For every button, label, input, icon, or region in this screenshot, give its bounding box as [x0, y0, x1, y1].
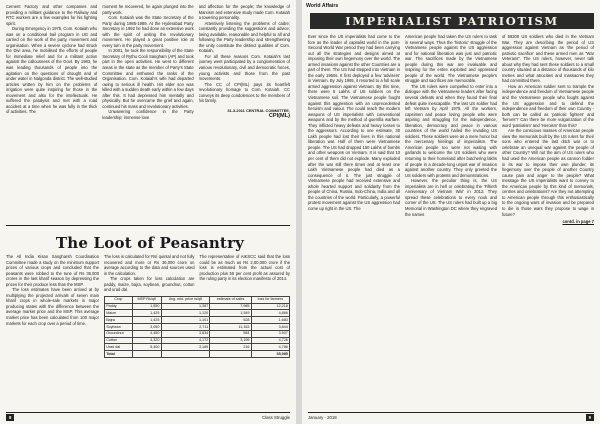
crop-name: Soybean — [105, 323, 133, 330]
paragraph: During Emergency in 1975, Com. Kotaiah who was on a conditional bail program in UG and carried on the work of the party, movement and organisation. When a severe cyclone had struck the Divi area, he mobilised the efforts of people for immediate relief and for a militant action against the callousness of the Govt. By 1983, he was leading thousands of people into the agitation on the questions of drought and of under water in Nalgonda district. The well-studied articles written by him on the problems of irrigation were quite inspiring for those in the movement and also for the intellectuals. He suffered the paralysis and met with a road accident at a time when he was fully in the thick of activities. The — [6, 26, 98, 115]
table-header-row — [105, 296, 290, 303]
obituary-col-1 — [6, 4, 97, 222]
section-tag: World Affairs — [306, 3, 339, 9]
loot-col-3 — [200, 254, 291, 293]
table-cell: 1,683 — [251, 317, 289, 324]
left-page — [0, 0, 296, 424]
loot-col-2 — [104, 254, 195, 293]
paragraph: of 58200 US soldiers who died in the Vietnam War. They are describing the period of US aggression against Vietnam as 'the period of patriotic sacrifice' and these armed men as "War Veterans". The US rulers, however, never talk about why they had sent these soldiers to a small country situated at a distance of thousands of kilo metres and what atrocities and massacres they had committed there. — [502, 34, 594, 84]
table-cell: 1,425 — [132, 317, 161, 324]
paragraph: The loss estimates have been arrived at by multiplying the projected arrivals of seven main kharif crops in whole-sale markets in major producing states with the difference between the average market price and the MSP. This average market price has been calculated from 100 major markets for each crop over a period of time. — [6, 287, 99, 326]
right-page — [302, 0, 600, 424]
table-row — [105, 323, 290, 330]
obituary-columns — [6, 4, 290, 222]
paragraph: The crops taken for loss calculation are paddy, maize, bajra, soybean, groundnut, cotton and urad dal. — [104, 276, 195, 293]
table-cell: 216 — [210, 344, 251, 351]
paragraph: For all these reasons Com. Kotaiah's last journey went participated by a conglomeration of various revolutionary, civil and democratic forces, young activists and those from the past movements. — [198, 53, 290, 82]
paragraph: In 2001, he took the responsibility of the State Secretary of Rythu Cooli Sangham (AP) and took part in the open activities. He went to different areas in the state as the member of Party's State Committee and enthused the ranks of the Organisation. Com. Kotaiah's wife had departed owing to serious ill health. His elder son was killed with a sudden death early within a few days after this. It had depressed him mentally and physically. But he overcame the grief and again, continued his mass and revolutionary activities. — [102, 48, 194, 109]
table-cell: 3,195 — [210, 337, 251, 344]
signature-org: CENTRAL COMMITTEE, — [245, 107, 290, 113]
footer-rule — [6, 412, 290, 413]
paragraph: and affection for the people; the knowledge of Marxism and extensive study made Com. Kotaiah a towering personality. — [198, 4, 290, 21]
loot-text-pair — [104, 254, 290, 293]
table-cell: 4,172 — [161, 337, 210, 344]
article-col-2 — [405, 34, 497, 409]
table-cell: 5,400 — [132, 344, 161, 351]
table-cell: 7,985 — [210, 303, 251, 310]
signature-date: 31-3-2011 — [227, 107, 245, 113]
table-cell: 11,163 — [210, 323, 251, 330]
table-cell: 4,450 — [132, 330, 161, 337]
loot-columns — [6, 254, 290, 412]
table-cell: 3,844 — [251, 323, 289, 330]
obituary-col-3 — [199, 4, 290, 222]
loot-col-2-3 — [104, 254, 290, 412]
loot-title: The Loot of Peasantry — [55, 234, 245, 252]
table-cell — [161, 351, 210, 358]
table-cell: 4,726 — [251, 337, 289, 344]
paragraph: Cement Factory and other companies and providing a militant guidance to the Railway and RTC workers are a few examples for his fighting spirit. — [6, 4, 98, 26]
signature-party: CPI(ML) — [268, 113, 290, 120]
crop-name: Bajra — [105, 317, 133, 324]
article-title: IMPERIALIST PATRIOTISM — [310, 13, 594, 29]
page-number: 9 — [586, 414, 594, 421]
table-row — [105, 344, 290, 351]
paragraph: Unwavering confidence in the Party leadership; immense love — [102, 109, 194, 120]
table-body — [105, 303, 290, 350]
paragraph: Are the conscious masses of American people view the memorials built by the US rulers for their sons who entered the last ditch war or to celebrate an unequal war against the people of other Country? Will not the aim of US rulers who had used the American people as cannon fodder in its war to impose their own plunder, its hegemony over the people of another Country cause pain and anger to the people? What message the US imperialists want to convey to the American people by this kind of memorials, centres and celebrations? Are they not attempting to American people through this enthusiastically to the ongoing wars of invasion and be prepared to die in those wars they propose to wage in future? — [502, 128, 594, 217]
table-row — [105, 310, 290, 317]
table-row — [105, 303, 290, 310]
paragraph: The CC of CPI(ML) pays its heartfelt revolutionary homage to Com. Kotaiah. CC conveys its deep condolences to the members of his family. — [198, 81, 290, 104]
paragraph: However, the peculiar thing is, the US imperialists are in hell or celebrating the 'Fiftieth Anniversary of Vietnam War' in 2012. They spread these celebrations to every nook and corner of the US. The US rulers had built up a big Memorial in Washington DC where they engraved the names — [405, 178, 497, 217]
paragraph: The loss is calculated for Rs/ quintal and not fully recovered and more or Rs 36,000 crore on average according to the data and sources used in the calculation. — [104, 254, 195, 276]
crop-name: Paddy — [105, 303, 133, 310]
table-cell: 584 — [210, 330, 251, 337]
crop-name: Urad dal — [105, 344, 133, 351]
table-cell: 1,425 — [132, 310, 161, 317]
contd-line — [502, 219, 594, 225]
total-value: 35,985 — [251, 351, 289, 358]
loot-col-1 — [6, 254, 99, 412]
table-cell: 3,834 — [161, 330, 210, 337]
table-cell: 12,218 — [251, 303, 289, 310]
paragraph: The representative of AIKSCC said that the loss could be as much as Rs 2,00,000 crore if the loss is estimated from the actual cost of production plus 50 per cent profit as assured by the ruling party in its election manifesto of 2014. — [199, 254, 290, 282]
paragraph: Attentively listening the problems of cadre; constantly providing the suggestions and advice; being available, reasonable and helpful to all and following the Party leadership and strengthening the unity constitute the distinct qualities of Com. Kotaiah. — [198, 20, 290, 54]
table-row — [105, 330, 290, 337]
table-total-row — [105, 351, 290, 358]
left-footer — [6, 414, 290, 421]
paragraph: Ever since the US imperialists had come to the fore as the leader of capitalist world in the post-Second World War period they had been carrying out all the strategies and designs aimed at imposing their own hegemony over the world. The armed invasions against the other Countries are a part of them. The US had stepped into Vietnam in the early 1950s. It first deployed a few 'advisers' in Vietnam. By July 1965, it resorted to a full scale armed aggression against Vietnam. By this time, there were 5 Lakhs of US soldiers on the Vietnamese soil. The Vietnamese people fought against this aggression with an unprecedented heroism and valour. The could reach the modern weapons of US imperialists with conventional weapons and by the method of guerrilla warfare. They inflicted heavy defeats and heavy losses to the aggressors. According to one estimate, 30 Lakh people had lost their lives in this national liberation war. Half of them were Vietnamese people. The US had dropped 150 Lakhs of bombs and other weapons on Vietnam. It is said that 10 per cent of them did not explode. Many exploded after the war still there times and at least one Lakh Vietnamese people had died as a consequence of it. The just struggle of Vietnamese people had received extensive and whole hearted support and solidarity from the people of China, Russia, Indo-China, India and all the countries of the world. Particularly, a powerful protest movement against the US aggression had come up right in the US. The — [308, 34, 400, 211]
article-col-1 — [308, 34, 400, 409]
contd-link[interactable]: contd. in page 7 — [562, 219, 594, 225]
table-row — [105, 317, 290, 324]
table-cell: 3,050 — [132, 323, 161, 330]
footer-rule — [308, 412, 594, 413]
table-header: estimate of sales — [210, 296, 251, 303]
paragraph: How an American soldier sent to trample the independence and freedom of Vietnamese people and the Vietnamese people who fought against the US aggression and to defend the independence and freedom of their own Country - both can be called as 'patriotic fighters' and 'heroes'? Can there be more vulgarization of the word 'patriotism' and 'Heroism' than this? — [502, 83, 594, 128]
table-cell: 2,711 — [161, 323, 210, 330]
table-header: MSP Rs/qtl — [132, 296, 161, 303]
table-cell: 1,120 — [161, 310, 210, 317]
loss-table — [104, 296, 290, 358]
paragraph: American people had taken the US rulers to task in several ways. Thus the 'historic' struggle of the Vietnamese people against the US aggression and for national liberation was just and patriotic war. The sacrifices made by the Vietnamese people during this war are invaluable and inspiring for the entire exploited and oppressed people of the world. The Vietnamese people's struggle and sacrifices are memorable. — [405, 34, 497, 84]
table-header: Crop — [105, 296, 133, 303]
total-label: Total — [105, 351, 133, 358]
table-cell: 4,866 — [251, 310, 289, 317]
crop-name: Maize — [105, 310, 133, 317]
crop-name: Cotton — [105, 337, 133, 344]
table-cell — [132, 351, 161, 358]
table-header: Avg. mkt. price rs/qtl — [161, 296, 210, 303]
obituary-col-2 — [102, 4, 193, 222]
issue-date: January - 2018 — [308, 415, 337, 420]
publication-name: Class Struggle — [262, 415, 290, 420]
table-cell: 528 — [210, 317, 251, 324]
paragraph: Com. Kotaiah was the State Secretary of the Party during 1985-1989. At the Hyderabad Party Secretary in 1992 he had done an extensive work with the spirit of uniting the revolutionary movement. He played a great positive role at every turn in the party movement. — [102, 15, 194, 48]
paragraph: The US rulers were compelled to enter into a dialogue with the Vietnamese leaders after facing several defeats and when they found their final defeat quite inescapable. The last US soldier had left Vietnam by April 1975. All the workers, capsimen and peace loving people who were aspiring and struggling for the independence, liberation, democracy and peace in various countries of the world hailed the invading US soldiers. These soldiers were as a mere honor but the mercenary hirelings of imperialism. The American people too were not waiting with garlands to welcome the US soldiers who were returning to their homeland after butchering lakhs of people in a decade-long unjust war of invasion against another country. They only greeted the US soldiers with protests and demonstrations. — [405, 83, 497, 178]
table-cell: 4,320 — [132, 337, 161, 344]
paragraph: The All India Kisan Sangharsh Coordination Committee made a study on the minimum support prices of various crops and concluded that the peasants were robbed to the tune of Rs 36,000 crores in the last kharif season by depressing the prices for their produce less than the MSP. — [6, 254, 99, 287]
table-cell — [210, 351, 251, 358]
paragraph: moment he recovered, he again plunged into the party work. — [102, 4, 194, 15]
right-footer — [308, 414, 594, 421]
table-cell: 1,387 — [161, 303, 210, 310]
table-cell: 1,550 — [132, 303, 161, 310]
table-cell: 3,189 — [161, 344, 210, 351]
table-row — [105, 337, 290, 344]
crop-name: Groundnut — [105, 330, 133, 337]
table-cell: 1,549 — [210, 310, 251, 317]
table-cell: 3,507 — [251, 330, 289, 337]
table-cell: 4,786 — [251, 344, 289, 351]
article-col-3 — [502, 34, 594, 409]
article-columns — [308, 34, 594, 409]
table-cell: 1,101 — [161, 317, 210, 324]
section-divider — [6, 225, 290, 226]
page-number: 8 — [6, 414, 14, 421]
table-header: loss for farmers — [251, 296, 289, 303]
